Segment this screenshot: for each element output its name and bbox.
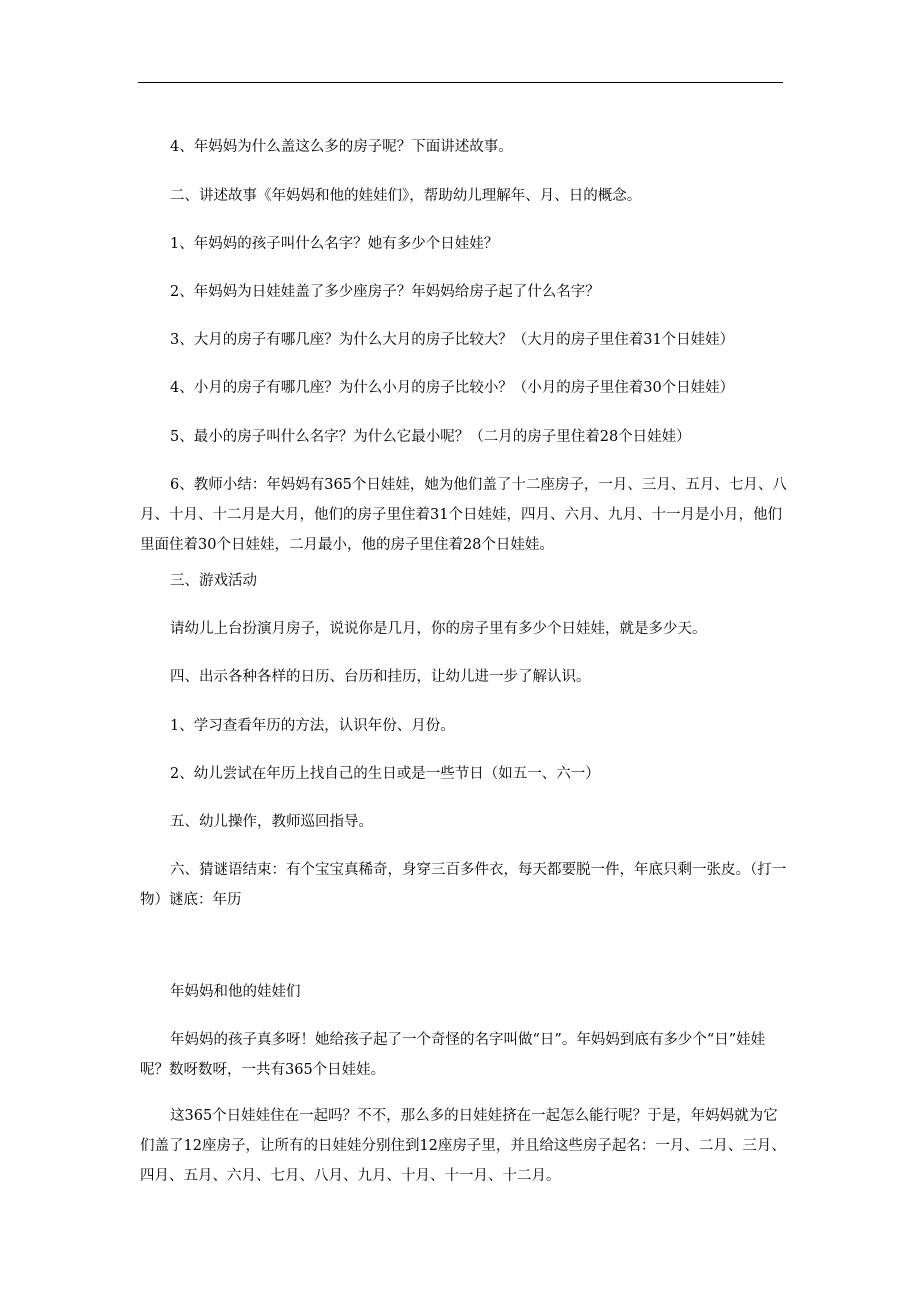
question-4: 4、小月的房子有哪几座？为什么小月的房子比较小？（小月的房子里住着30个日娃娃） xyxy=(170,380,735,396)
teacher-summary: 6、教师小结：年妈妈有365个日娃娃，她为他们盖了十二座房子，一月、三月、五月、七月、八月、十月、十二月是大月，他们的房子里住着31个日娃娃，四月、六月、九月、十一月是小月，他们里面住着30个日娃娃，二月最小，他的房子里住着28个日娃娃。 xyxy=(140,477,787,553)
step-1: 1、学习查看年历的方法，认识年份、月份。 xyxy=(170,718,455,734)
question-2: 2、年妈妈为日娃娃盖了多少座房子？年妈妈给房子起了什么名字？ xyxy=(170,284,600,300)
section-heading-2: 二、讲述故事《年妈妈和他的娃娃们》，帮助幼儿理解年、月、日的概念。 xyxy=(170,188,642,204)
story-paragraph-2: 这365个日娃娃住在一起吗？不不，那么多的日娃娃挤在一起怎么能行呢？于是，年妈妈就为它们盖了12座房子，让所有的日娃娃分别住到12座房子里，并且给这些房子起名：一月、二月、三月、四月、五月、六月、七月、八月、九月、十月、十一月、十二月。 xyxy=(140,1108,786,1184)
paragraph-step-4: 4、年妈妈为什么盖这么多的房子呢？下面讲述故事。 xyxy=(170,139,513,155)
section-heading-4: 四、出示各种各样的日历、台历和挂历，让幼儿进一步了解认识。 xyxy=(170,669,591,685)
question-5: 5、最小的房子叫什么名字？为什么它最小呢？（二月的房子里住着28个日娃娃） xyxy=(170,429,691,445)
story-paragraph-1: 年妈妈的孩子真多呀！她给孩子起了一个奇怪的名字叫做“日”。年妈妈到底有多少个“日”娃娃呢？数呀数呀，一共有365个日娃娃。 xyxy=(140,1032,766,1078)
story-title: 年妈妈和他的娃娃们 xyxy=(170,984,301,1000)
question-3: 3、大月的房子有哪几座？为什么大月的房子比较大？（大月的房子里住着31个日娃娃） xyxy=(170,332,735,348)
question-1: 1、年妈妈的孩子叫什么名字？她有多少个日娃娃？ xyxy=(170,236,499,252)
section-heading-3: 三、游戏活动 xyxy=(170,573,257,589)
section-heading-6-riddle: 六、猜谜语结束：有个宝宝真稀奇，身穿三百多件衣，每天都要脱一件，年底只剩一张皮。（打一物）谜底：年历 xyxy=(140,862,787,908)
game-activity-text: 请幼儿上台扮演月房子，说说你是几月，你的房子里有多少个日娃娃，就是多少天。 xyxy=(170,621,707,637)
step-2: 2、幼儿尝试在年历上找自己的生日或是一些节日（如五一、六一） xyxy=(170,766,600,782)
section-heading-5: 五、幼儿操作，教师巡回指导。 xyxy=(170,814,373,830)
header-rule xyxy=(138,82,783,83)
